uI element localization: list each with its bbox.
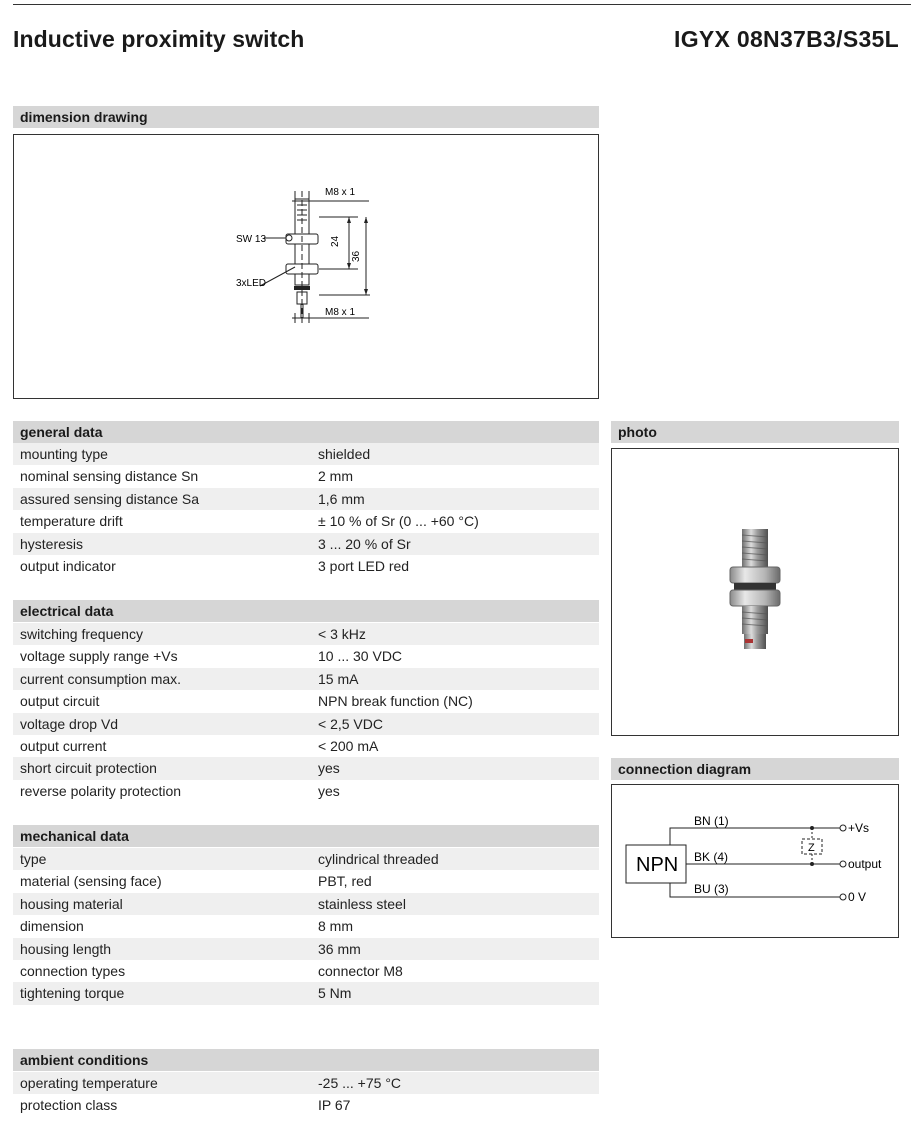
terminal-output xyxy=(840,861,846,867)
row-key: switching frequency xyxy=(20,626,143,642)
row-key: temperature drift xyxy=(20,513,123,530)
ambient-conditions-table xyxy=(13,1072,599,1117)
row-key: dimension xyxy=(20,918,84,935)
wire-bn-label: BN (1) xyxy=(694,814,729,828)
general-data-heading: general data xyxy=(13,421,599,443)
row-value: PBT, red xyxy=(318,873,372,890)
wire-bk-label: BK (4) xyxy=(694,850,729,864)
row-value: 3 port LED red xyxy=(318,557,410,574)
row-value: 1,6 mm xyxy=(318,490,365,507)
dimension-drawing xyxy=(14,135,598,398)
wrench-size-label: SW 13 xyxy=(236,234,267,245)
terminal-0v-label: 0 V xyxy=(848,890,867,904)
row-value: -25 ... +75 °C xyxy=(318,1075,402,1091)
photo-nut-upper xyxy=(730,567,780,583)
table-row xyxy=(13,780,599,802)
row-key: voltage drop Vd xyxy=(20,715,119,732)
row-key: voltage supply range +Vs xyxy=(20,648,178,665)
table-row xyxy=(13,982,599,1004)
table-row xyxy=(13,1072,599,1094)
photo-led xyxy=(745,639,753,643)
row-value: 3 ... 20 % of Sr xyxy=(318,535,411,552)
connection-diagram-box xyxy=(611,784,899,938)
row-key: assured sensing distance Sa xyxy=(20,490,199,507)
row-value: IP 67 xyxy=(318,1097,351,1114)
row-key: connection types xyxy=(20,962,126,979)
row-value: yes xyxy=(318,782,340,799)
table-row xyxy=(13,757,599,779)
wire-bu-label: BU (3) xyxy=(694,882,729,896)
row-value: 8 mm xyxy=(318,918,353,935)
row-value: ± 10 % of Sr (0 ... +60 °C) xyxy=(318,513,479,530)
row-value: 36 mm xyxy=(318,940,361,957)
table-row xyxy=(13,690,599,712)
general-data-table xyxy=(13,443,599,577)
electrical-data-heading: electrical data xyxy=(13,600,599,622)
row-key: current consumption max. xyxy=(20,670,182,687)
page-title: Inductive proximity switch xyxy=(13,26,305,52)
terminal-vs xyxy=(840,825,846,831)
terminal-0v xyxy=(840,894,846,900)
table-row xyxy=(13,443,599,465)
table-row xyxy=(13,1094,599,1116)
connection-diagram-heading: connection diagram xyxy=(611,758,899,780)
table-row xyxy=(13,870,599,892)
load-label: Z xyxy=(808,842,815,854)
row-value: 2 mm xyxy=(318,468,353,485)
npn-label: NPN xyxy=(636,854,679,876)
ambient-conditions-heading: ambient conditions xyxy=(13,1049,599,1071)
dimension-drawing-box xyxy=(13,134,599,399)
row-key: short circuit protection xyxy=(20,760,157,777)
connection-diagram xyxy=(612,785,898,937)
row-key: reverse polarity protection xyxy=(20,782,182,799)
table-row xyxy=(13,848,599,870)
dim-24-label: 24 xyxy=(330,235,341,247)
table-row xyxy=(13,938,599,960)
table-row xyxy=(13,533,599,555)
row-key: output indicator xyxy=(20,557,116,574)
dimension-drawing-heading: dimension drawing xyxy=(13,106,599,128)
photo-box xyxy=(611,448,899,736)
row-value: < 2,5 VDC xyxy=(318,715,383,732)
row-key: material (sensing face) xyxy=(20,873,162,890)
row-key: output circuit xyxy=(20,693,100,710)
top-rule xyxy=(13,4,911,5)
row-key: hysteresis xyxy=(20,535,84,552)
table-row xyxy=(13,893,599,915)
table-row xyxy=(13,510,599,532)
terminal-vs-label: +Vs xyxy=(848,821,870,835)
dim-36-label: 36 xyxy=(351,250,362,262)
table-row xyxy=(13,465,599,487)
table-row xyxy=(13,645,599,667)
table-row xyxy=(13,1005,599,1027)
row-key: operating temperature xyxy=(20,1075,158,1091)
row-key: housing length xyxy=(20,940,112,957)
row-value: 10 ... 30 VDC xyxy=(318,648,403,665)
mechanical-data-table xyxy=(13,848,599,1027)
row-key: housing material xyxy=(20,895,123,912)
model-number: IGYX 08N37B3/S35L xyxy=(674,26,899,52)
electrical-data-table xyxy=(13,623,599,802)
row-value: cylindrical threaded xyxy=(318,851,439,867)
row-value: shielded xyxy=(318,446,371,462)
table-row xyxy=(13,488,599,510)
row-key: type xyxy=(20,851,47,867)
row-value: 5 Nm xyxy=(318,985,352,1002)
row-value: yes xyxy=(318,760,340,777)
row-value: NPN break function (NC) xyxy=(318,693,473,710)
table-row xyxy=(13,960,599,982)
led-window xyxy=(294,286,310,290)
table-row xyxy=(13,623,599,645)
mechanical-data-heading: mechanical data xyxy=(13,825,599,847)
photo-heading: photo xyxy=(611,421,899,443)
row-key: output current xyxy=(20,737,107,754)
row-value: < 3 kHz xyxy=(318,626,366,642)
row-value: stainless steel xyxy=(318,895,406,912)
table-row xyxy=(13,915,599,937)
row-value: connector M8 xyxy=(318,962,403,979)
row-key: mounting type xyxy=(20,446,108,462)
table-row xyxy=(13,713,599,735)
terminal-output-label: output xyxy=(848,857,882,871)
table-row xyxy=(13,668,599,690)
row-key: protection class xyxy=(20,1097,118,1114)
row-value: 15 mA xyxy=(318,670,359,687)
row-key: tightening torque xyxy=(20,985,125,1002)
thread-bottom-label: M8 x 1 xyxy=(325,307,356,318)
led-label: 3xLED xyxy=(236,278,267,289)
table-row xyxy=(13,555,599,577)
thread-top-label: M8 x 1 xyxy=(325,187,356,198)
row-value: < 200 mA xyxy=(318,737,379,754)
photo-nut-lower xyxy=(730,590,780,606)
photo-nut-gap xyxy=(734,583,776,590)
row-key: nominal sensing distance Sn xyxy=(20,468,199,485)
table-row xyxy=(13,735,599,757)
sensor-photo xyxy=(612,449,898,735)
